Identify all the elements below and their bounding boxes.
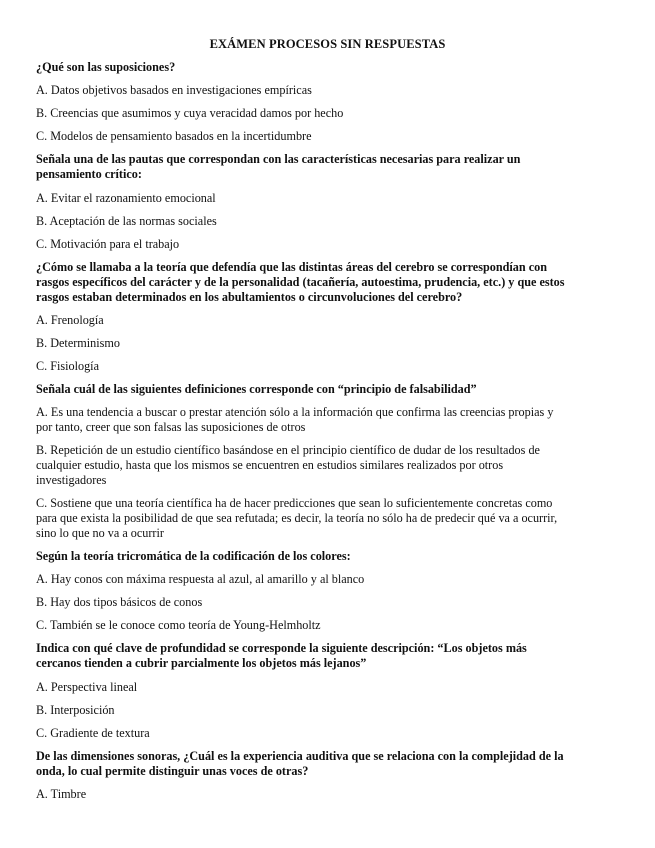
q3-option-c: C. Fisiología: [36, 359, 99, 373]
question-6-line-2: cercanos tienden a cubrir parcialmente los objetos más lejanos”: [36, 656, 367, 670]
question-2-line-1: Señala una de las pautas que correspondan con las características necesarias para realizar un: [36, 152, 521, 166]
q2-option-b: B. Aceptación de las normas sociales: [36, 214, 217, 228]
question-5: Según la teoría tricromática de la codificación de los colores:: [36, 549, 351, 563]
q3-option-a: A. Frenología: [36, 313, 104, 327]
q4-option-c-line-2: para que exista la posibilidad de que sea refutada; es decir, la teoría no sólo ha de predecir qué va a ocurrir,: [36, 511, 558, 525]
q4-option-b-line-1: B. Repetición de un estudio científico basándose en el principio científico de dudar de los resultados de: [36, 443, 540, 457]
q4-option-a-line-1: A. Es una tendencia a buscar o prestar atención sólo a la información que confirma las creencias propias y: [36, 405, 554, 419]
q3-option-b: B. Determinismo: [36, 336, 120, 350]
question-3-line-3: rasgos estaban determinados en los abultamientos o circunvoluciones del cerebro?: [36, 290, 463, 304]
question-1: ¿Qué son las suposiciones?: [36, 60, 176, 74]
question-3-line-1: ¿Cómo se llamaba a la teoría que defendía que las distintas áreas del cerebro se correspondían con: [36, 260, 547, 274]
q7-option-a: A. Timbre: [36, 787, 87, 801]
document-title: EXÁMEN PROCESOS SIN RESPUESTAS: [209, 37, 446, 51]
question-4: Señala cuál de las siguientes definiciones corresponde con “principio de falsabilidad”: [36, 382, 477, 396]
question-7-line-1: De las dimensiones sonoras, ¿Cuál es la experiencia auditiva que se relaciona con la complejidad de la: [36, 749, 564, 763]
q4-option-b-line-3: investigadores: [36, 473, 107, 487]
q4-option-c-line-1: C. Sostiene que una teoría científica ha de hacer predicciones que sean lo suficientemente concretas como: [36, 496, 553, 510]
q1-option-b: B. Creencias que asumimos y cuya veracidad damos por hecho: [36, 106, 344, 120]
question-3-line-2: rasgos específicos del carácter y de la personalidad (tacañería, autoestima, prudencia, etc.) y que estos: [36, 275, 565, 289]
q6-option-a: A. Perspectiva lineal: [36, 680, 138, 694]
q1-option-a: A. Datos objetivos basados en investigaciones empíricas: [36, 83, 312, 97]
q6-option-c: C. Gradiente de textura: [36, 726, 150, 740]
question-6-line-1: Indica con qué clave de profundidad se corresponde la siguiente descripción: “Los objetos más: [36, 641, 527, 655]
q4-option-c-line-3: sino lo que no va a ocurrir: [36, 526, 164, 540]
q2-option-a: A. Evitar el razonamiento emocional: [36, 191, 216, 205]
q2-option-c: C. Motivación para el trabajo: [36, 237, 180, 251]
q1-option-c: C. Modelos de pensamiento basados en la incertidumbre: [36, 129, 312, 143]
question-2-line-2: pensamiento crítico:: [36, 167, 142, 181]
q4-option-a-line-2: por tanto, creer que son falsas las suposiciones de otros: [36, 420, 306, 434]
q4-option-b-line-2: cualquier estudio, hasta que los mismos se encuentren en estudios similares realizados por otros: [36, 458, 504, 472]
q5-option-a: A. Hay conos con máxima respuesta al azul, al amarillo y al blanco: [36, 572, 365, 586]
q5-option-c: C. También se le conoce como teoría de Young-Helmholtz: [36, 618, 321, 632]
q5-option-b: B. Hay dos tipos básicos de conos: [36, 595, 203, 609]
question-7-line-2: onda, lo cual permite distinguir unas voces de otras?: [36, 764, 309, 778]
q6-option-b: B. Interposición: [36, 703, 115, 717]
